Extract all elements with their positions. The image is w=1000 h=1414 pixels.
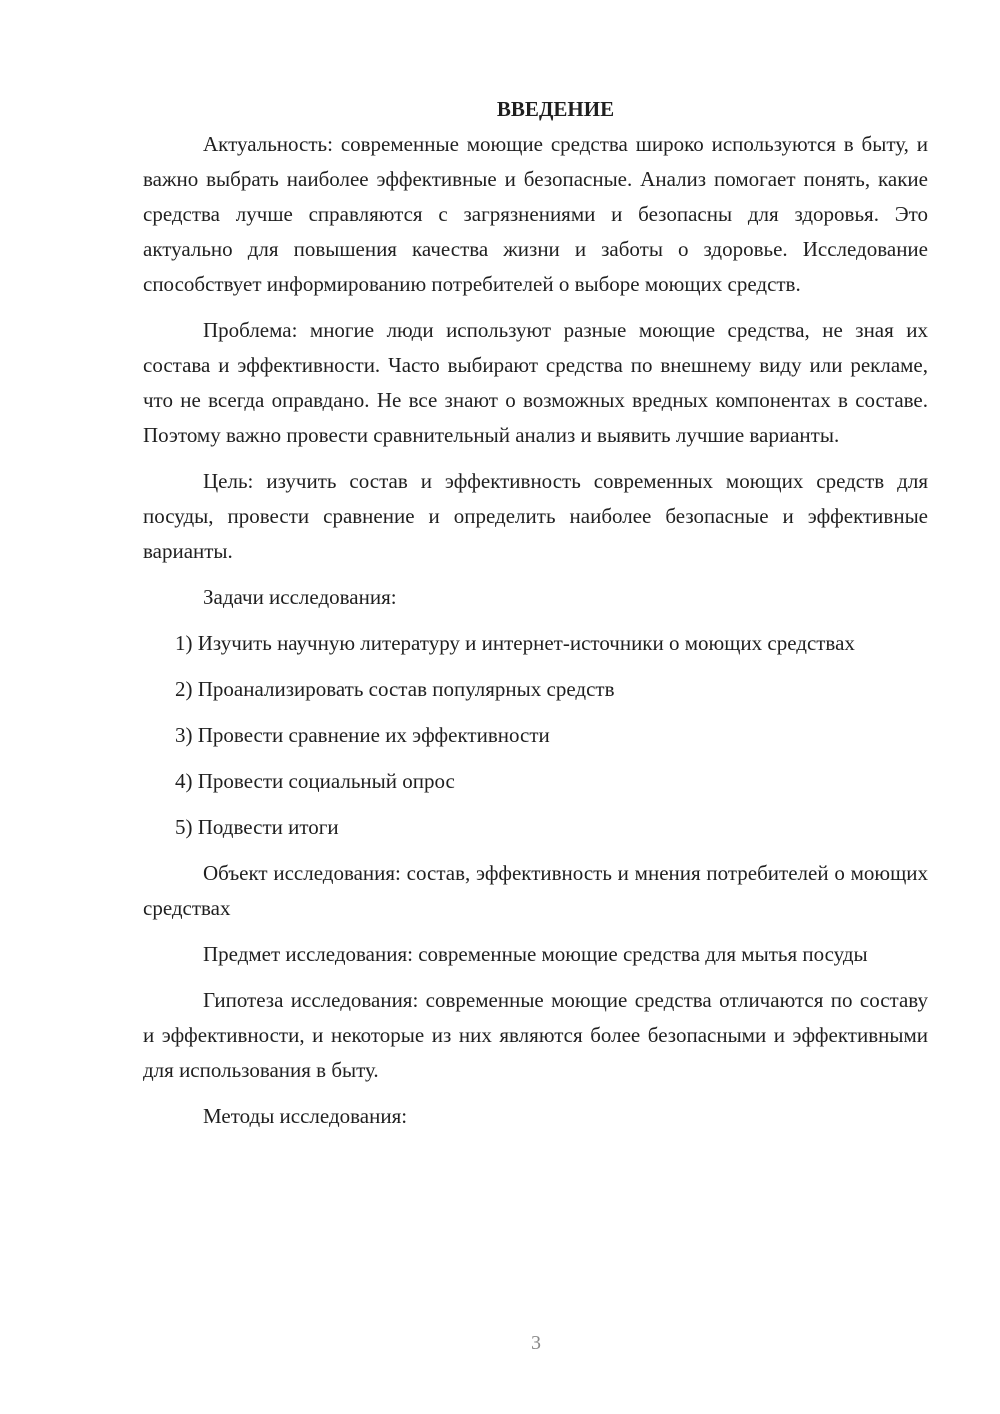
document-page bbox=[143, 92, 928, 1145]
paragraph-problem: Проблема: многие люди используют разные моющие средства, не зная их состава и эффективности. Часто выбирают средства по внешнему виду или рекламе, что не всегда оправдано. Не все знают о возможных вредных компонентах в составе. Поэтому важно провести сравнительный анализ и выявить лучшие варианты. bbox=[143, 318, 928, 447]
task-item-5: 5) Подвести итоги bbox=[175, 815, 339, 839]
paragraph-subject: Предмет исследования: современные моющие средства для мытья посуды bbox=[203, 942, 868, 966]
methods-heading: Методы исследования: bbox=[203, 1104, 408, 1128]
page-number: 3 bbox=[531, 1332, 541, 1354]
task-item-1: 1) Изучить научную литературу и интернет-источники о моющих средствах bbox=[175, 631, 855, 655]
paragraph-object: Объект исследования: состав, эффективность и мнения потребителей о моющих средствах bbox=[143, 861, 928, 920]
task-item-2: 2) Проанализировать состав популярных средств bbox=[175, 677, 615, 701]
tasks-heading: Задачи исследования: bbox=[203, 585, 397, 609]
task-item-3: 3) Провести сравнение их эффективности bbox=[175, 723, 550, 747]
paragraph-goal: Цель: изучить состав и эффективность современных моющих средств для посуды, провести сравнение и определить наиболее безопасные и эффективные варианты. bbox=[143, 469, 928, 563]
section-title: ВВЕДЕНИЕ bbox=[496, 97, 615, 121]
paragraph-relevance: Актуальность: современные моющие средства широко используются в быту, и важно выбрать наиболее эффективные и безопасные. Анализ помогает понять, какие средства лучше справляются с загрязнениями и безопасны для здоровья. Это актуально для повышения качества жизни и заботы о здоровье. Исследование способствует информированию потребителей о выборе моющих средств. bbox=[143, 132, 928, 296]
paragraph-hypothesis: Гипотеза исследования: современные моющие средства отличаются по составу и эффективности, и некоторые из них являются более безопасными и эффективными для использования в быту. bbox=[143, 988, 928, 1082]
task-item-4: 4) Провести социальный опрос bbox=[175, 769, 455, 793]
